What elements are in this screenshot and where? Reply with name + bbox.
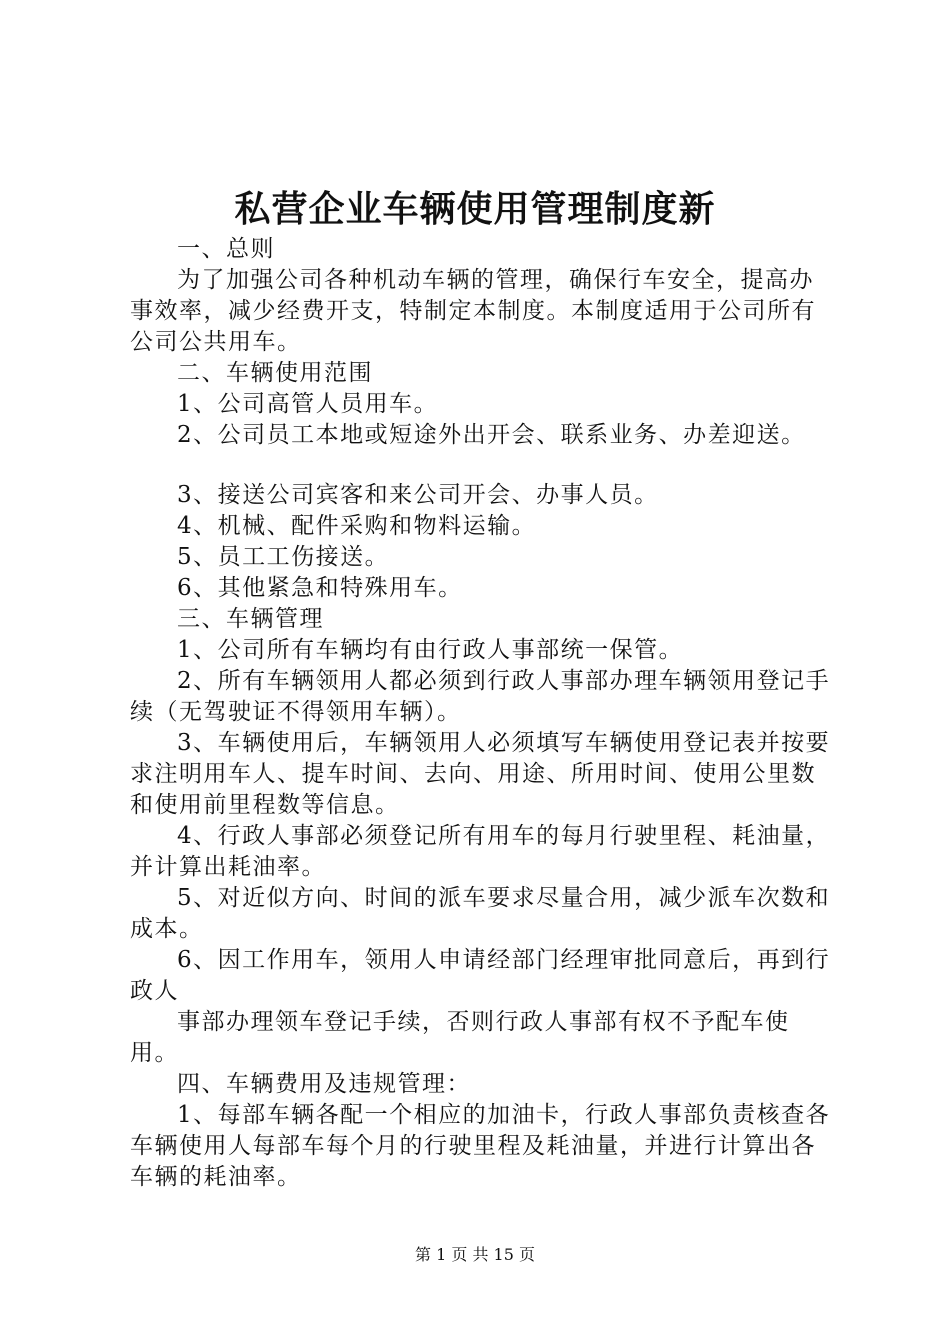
list-item: 3、车辆使用后，车辆领用人必须填写车辆使用登记表并按要求注明用车人、提车时间、去向、用途、所用时间、使用公里数和使用前里程数等信息。 <box>130 730 831 818</box>
list-item: 1、公司所有车辆均有由行政人事部统一保管。 <box>177 637 684 663</box>
blank-line <box>130 451 835 480</box>
list-item: 4、机械、配件采购和物料运输。 <box>177 513 537 539</box>
document-title: 私营企业车辆使用管理制度新 <box>234 188 716 230</box>
section-heading: 二、车辆使用范围 <box>177 360 373 386</box>
list-item: 2、公司员工本地或短途外出开会、联系业务、办差迎送。 <box>177 422 806 448</box>
page-number: 第 1 页 共 15 页 <box>415 1245 535 1264</box>
list-item: 4、行政人事部必须登记所有用车的每月行驶里程、耗油量，并计算出耗油率。 <box>130 823 831 880</box>
list-item: 5、对近似方向、时间的派车要求尽量合用，减少派车次数和成本。 <box>130 885 831 942</box>
list-item: 2、所有车辆领用人都必须到行政人事部办理车辆领用登记手续（无驾驶证不得领用车辆）。 <box>130 668 831 725</box>
section-heading: 三、车辆管理 <box>177 606 324 632</box>
section-heading: 四、车辆费用及违规管理： <box>177 1071 471 1097</box>
section-heading: 一、总则 <box>177 236 275 262</box>
list-item: 1、每部车辆各配一个相应的加油卡，行政人事部负责核查各车辆使用人每部车每个月的行驶里程及耗油量，并进行计算出各车辆的耗油率。 <box>130 1102 831 1190</box>
paragraph: 为了加强公司各种机动车辆的管理，确保行车安全，提高办事效率，减少经费开支，特制定本制度。本制度适用于公司所有公司公共用车。 <box>130 267 816 355</box>
document-body <box>130 234 835 1193</box>
paragraph: 事部办理领车登记手续，否则行政人事部有权不予配车使用。 <box>130 1009 790 1066</box>
list-item: 5、员工工伤接送。 <box>177 544 390 570</box>
list-item: 6、其他紧急和特殊用车。 <box>177 575 463 601</box>
list-item: 1、公司高管人员用车。 <box>177 391 439 417</box>
list-item: 3、接送公司宾客和来公司开会、办事人员。 <box>177 482 659 508</box>
list-item: 6、因工作用车，领用人申请经部门经理审批同意后，再到行政人 <box>130 947 831 1004</box>
